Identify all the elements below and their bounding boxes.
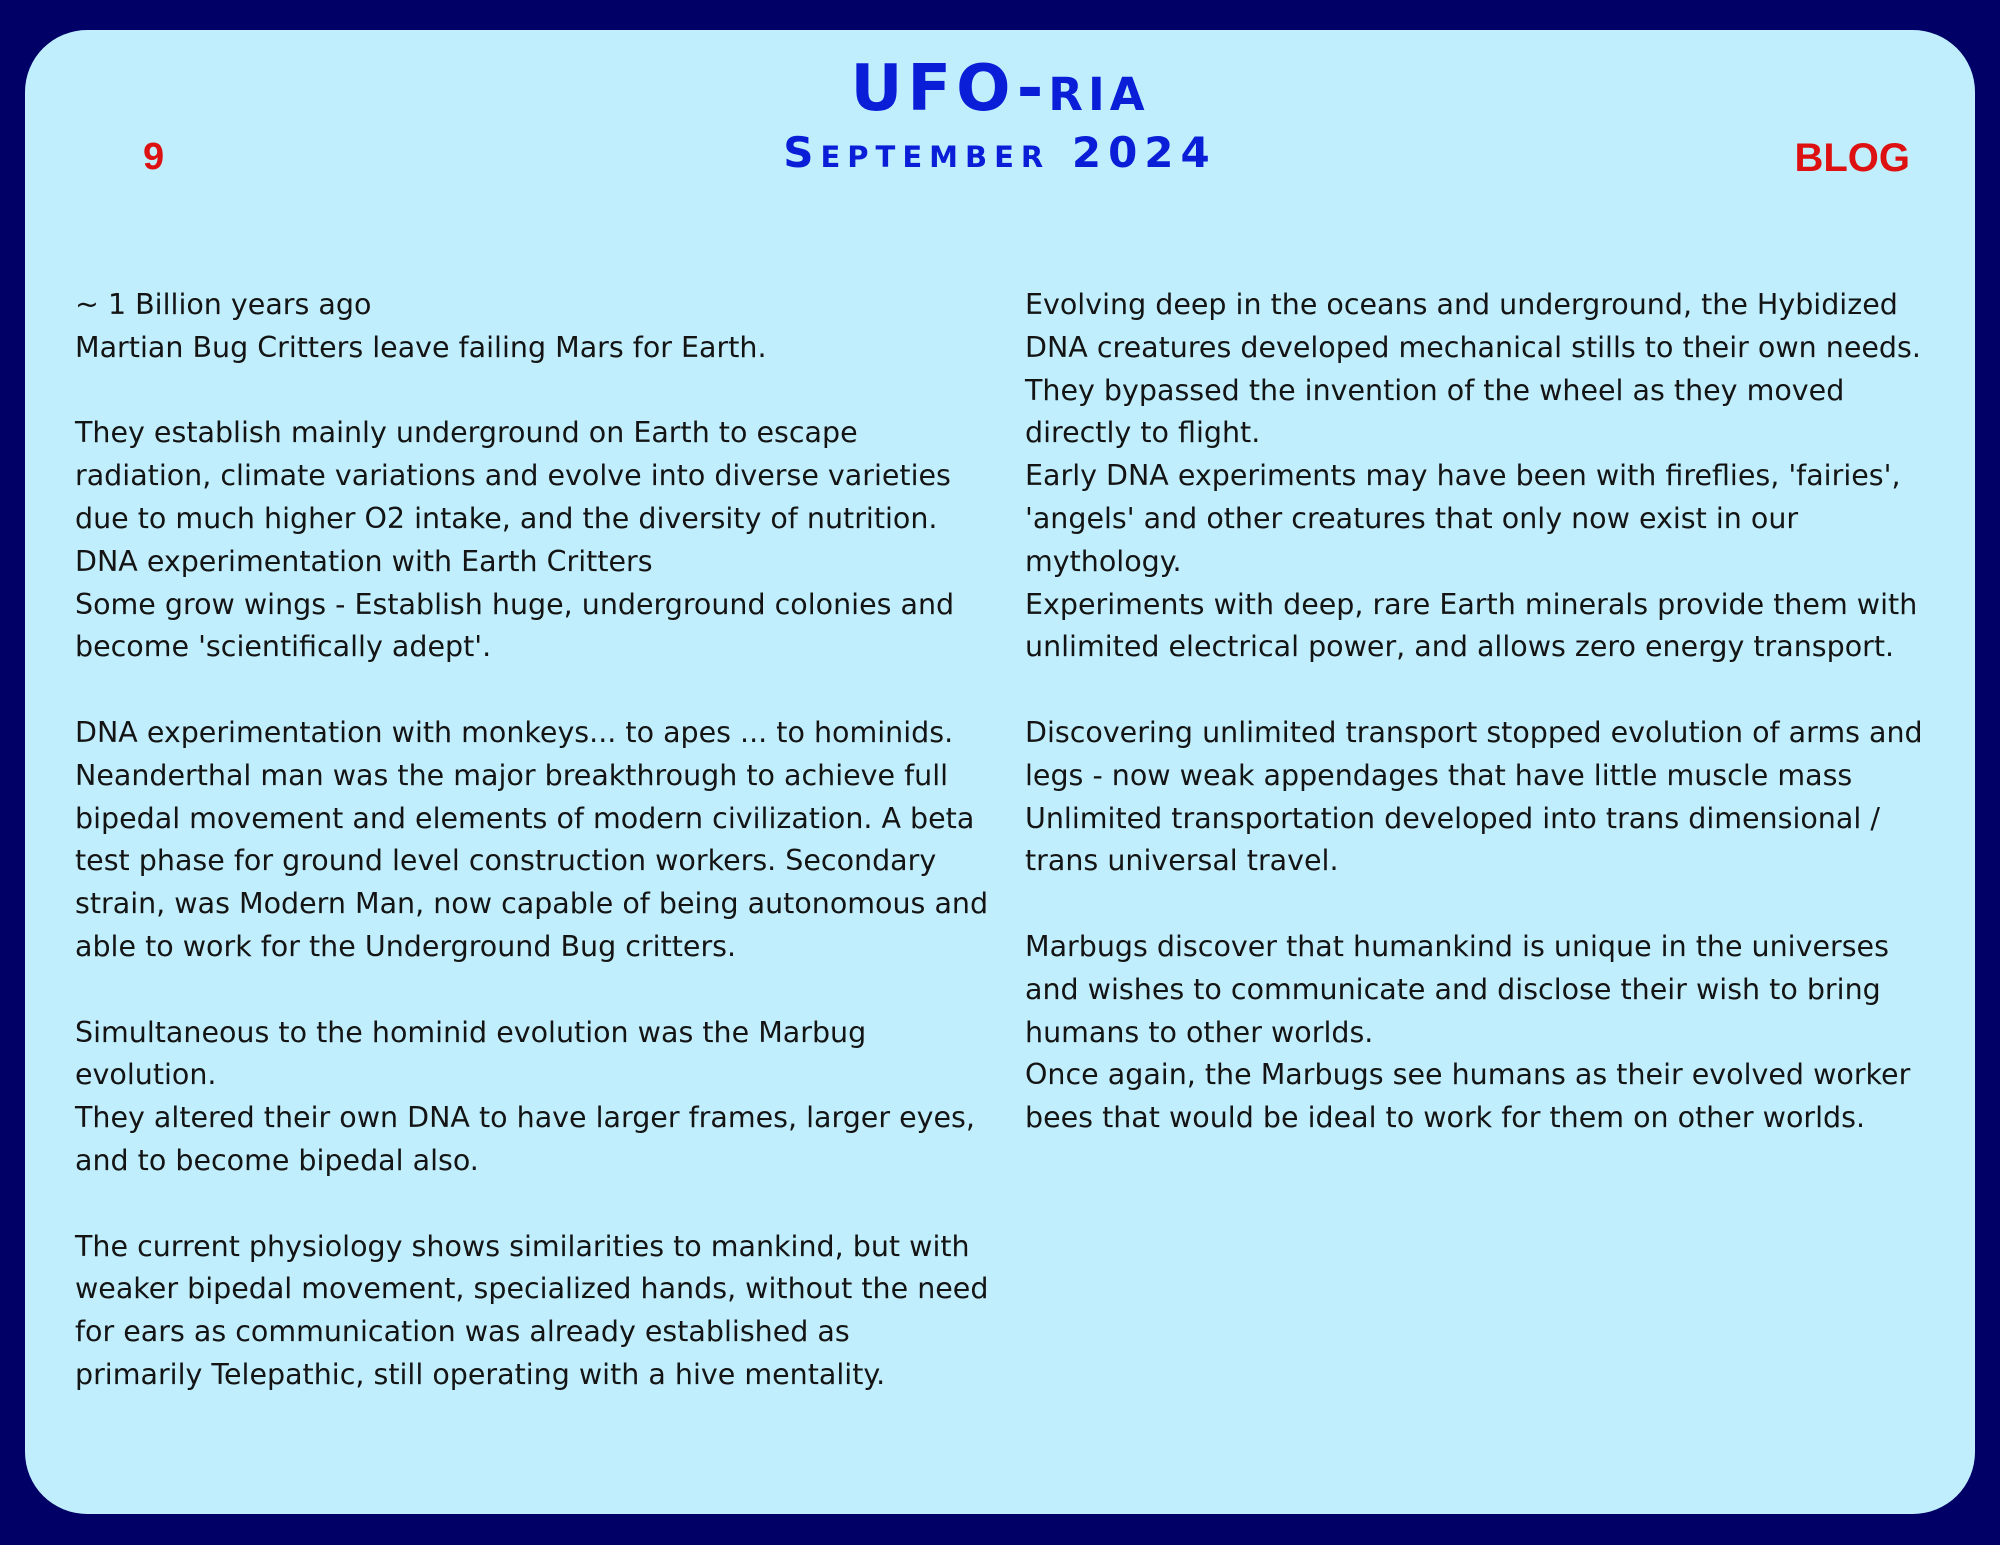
- text-line: mythology.: [1025, 544, 1182, 578]
- text-line: The current physiology shows similarities to mankind, but with: [75, 1229, 970, 1263]
- text-line: [1025, 669, 1955, 712]
- page-panel: [25, 30, 1975, 1514]
- text-line: Discovering unlimited transport stopped evolution of arms and: [1025, 715, 1923, 749]
- text-line: They establish mainly underground on Earth to escape: [75, 416, 858, 450]
- text-line: They bypassed the invention of the wheel as they moved: [1025, 373, 1845, 407]
- text-line: bipedal movement and elements of modern civilization. A beta: [75, 801, 975, 835]
- text-line: for ears as communication was already established as: [75, 1315, 850, 1349]
- text-line: [75, 969, 1010, 1012]
- text-line: primarily Telepathic, still operating with a hive mentality.: [75, 1357, 886, 1391]
- text-line: Some grow wings - Establish huge, underground colonies and: [75, 587, 955, 621]
- text-line: able to work for the Underground Bug critters.: [75, 929, 737, 963]
- text-line: Marbugs discover that humankind is unique in the universes: [1025, 929, 1889, 963]
- text-line: Early DNA experiments may have been with fireflies, 'fairies',: [1025, 459, 1901, 493]
- text-line: They altered their own DNA to have larger frames, larger eyes,: [75, 1101, 975, 1135]
- text-line: ~ 1 Billion years ago: [75, 288, 372, 321]
- text-line: strain, was Modern Man, now capable of being autonomous and: [75, 887, 989, 921]
- text-line: Experiments with deep, rare Earth minerals provide them with: [1025, 587, 1918, 621]
- text-line: Unlimited transportation developed into trans dimensional /: [1025, 801, 1880, 835]
- text-line: and wishes to communicate and disclose their wish to bring: [1025, 972, 1881, 1006]
- text-line: and to become bipedal also.: [75, 1143, 479, 1177]
- page-subtitle: September 2024: [783, 128, 1217, 177]
- text-line: [1025, 883, 1955, 926]
- text-line: Simultaneous to the hominid evolution was the Marbug: [75, 1015, 867, 1049]
- text-line: evolution.: [75, 1058, 217, 1092]
- text-line: DNA experimentation with monkeys... to apes ... to hominids.: [75, 715, 954, 749]
- blog-link[interactable]: BLOG: [1794, 136, 1910, 180]
- text-line: unlimited electrical power, and allows zero energy transport.: [1025, 630, 1895, 664]
- text-line: [75, 1183, 1010, 1226]
- text-line: DNA experimentation with Earth Critters: [75, 544, 653, 578]
- text-line: DNA creatures developed mechanical stills to their own needs.: [1025, 330, 1921, 364]
- text-line: directly to flight.: [1025, 416, 1261, 450]
- text-line: trans universal travel.: [1025, 844, 1339, 878]
- text-line: bees that would be ideal to work for them on other worlds.: [1025, 1101, 1866, 1135]
- text-line: Neanderthal man was the major breakthrough to achieve full: [75, 758, 949, 792]
- text-line: Evolving deep in the oceans and underground, the Hybidized: [1025, 288, 1898, 321]
- text-line: humans to other worlds.: [1025, 1015, 1374, 1049]
- text-line: become 'scientifically adept'.: [75, 630, 492, 664]
- text-line: Martian Bug Critters leave failing Mars for Earth.: [75, 330, 767, 364]
- text-line: due to much higher O2 intake, and the diversity of nutrition.: [75, 501, 938, 535]
- text-line: Once again, the Marbugs see humans as their evolved worker: [1025, 1058, 1911, 1092]
- text-line: weaker bipedal movement, specialized hands, without the need: [75, 1272, 989, 1306]
- text-line: 'angels' and other creatures that only now exist in our: [1025, 501, 1799, 535]
- text-line: test phase for ground level construction workers. Secondary: [75, 844, 937, 878]
- page-number: 9: [143, 136, 165, 178]
- page-title: UFO-ria: [850, 52, 1150, 126]
- right-text-column: [1025, 284, 1955, 1140]
- text-line: legs - now weak appendages that have little muscle mass: [1025, 758, 1853, 792]
- text-line: radiation, climate variations and evolve into diverse varieties: [75, 459, 951, 493]
- text-line: [75, 669, 1010, 712]
- text-line: [75, 370, 1010, 413]
- left-text-column: [75, 284, 1010, 1397]
